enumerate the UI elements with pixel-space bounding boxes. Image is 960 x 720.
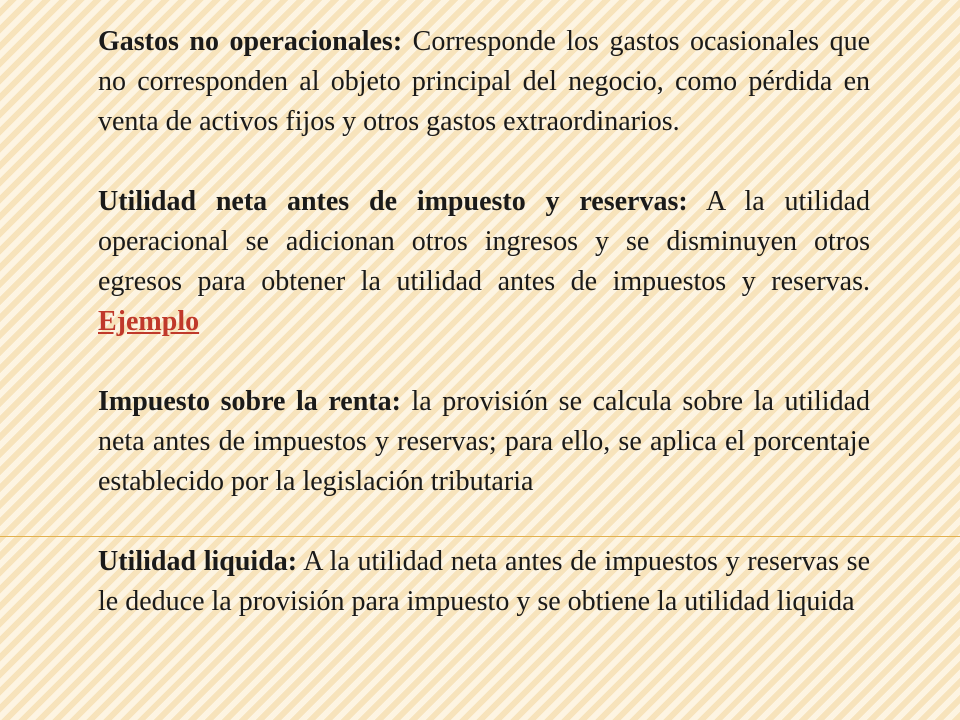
definition-impuesto-renta: la provisión se calcula sobre la utilidad neta antes de impuestos y reservas; para ello, se aplica el porcentaje establecido por la legislación tributaria <box>98 386 870 497</box>
ejemplo-link[interactable]: Ejemplo <box>98 306 200 337</box>
paragraph-utilidad-liquida <box>98 542 870 622</box>
term-utilidad-neta: Utilidad neta antes de impuesto y reservas: <box>98 186 688 217</box>
paragraph-gastos-no-operacionales <box>98 22 870 142</box>
term-utilidad-liquida: Utilidad liquida: <box>98 546 298 577</box>
slide-body <box>98 22 870 622</box>
definition-gastos-no-operacionales: Corresponde los gastos ocasionales que no corresponden al objeto principal del negocio, como pérdida en venta de activos fijos y otros gastos extraordinarios. <box>98 26 870 137</box>
paragraph-impuesto-renta <box>98 382 870 502</box>
paragraph-utilidad-neta <box>98 182 870 342</box>
term-impuesto-renta: Impuesto sobre la renta: <box>98 386 401 417</box>
definition-utilidad-liquida: A la utilidad neta antes de impuestos y reservas se le deduce la provisión para impuesto y se obtiene la utilidad liquida <box>98 546 870 617</box>
term-gastos-no-operacionales: Gastos no operacionales: <box>98 26 403 57</box>
definition-utilidad-neta: A la utilidad operacional se adicionan otros ingresos y se disminuyen otros egresos para obtener la utilidad antes de impuestos y reservas. <box>98 186 870 297</box>
